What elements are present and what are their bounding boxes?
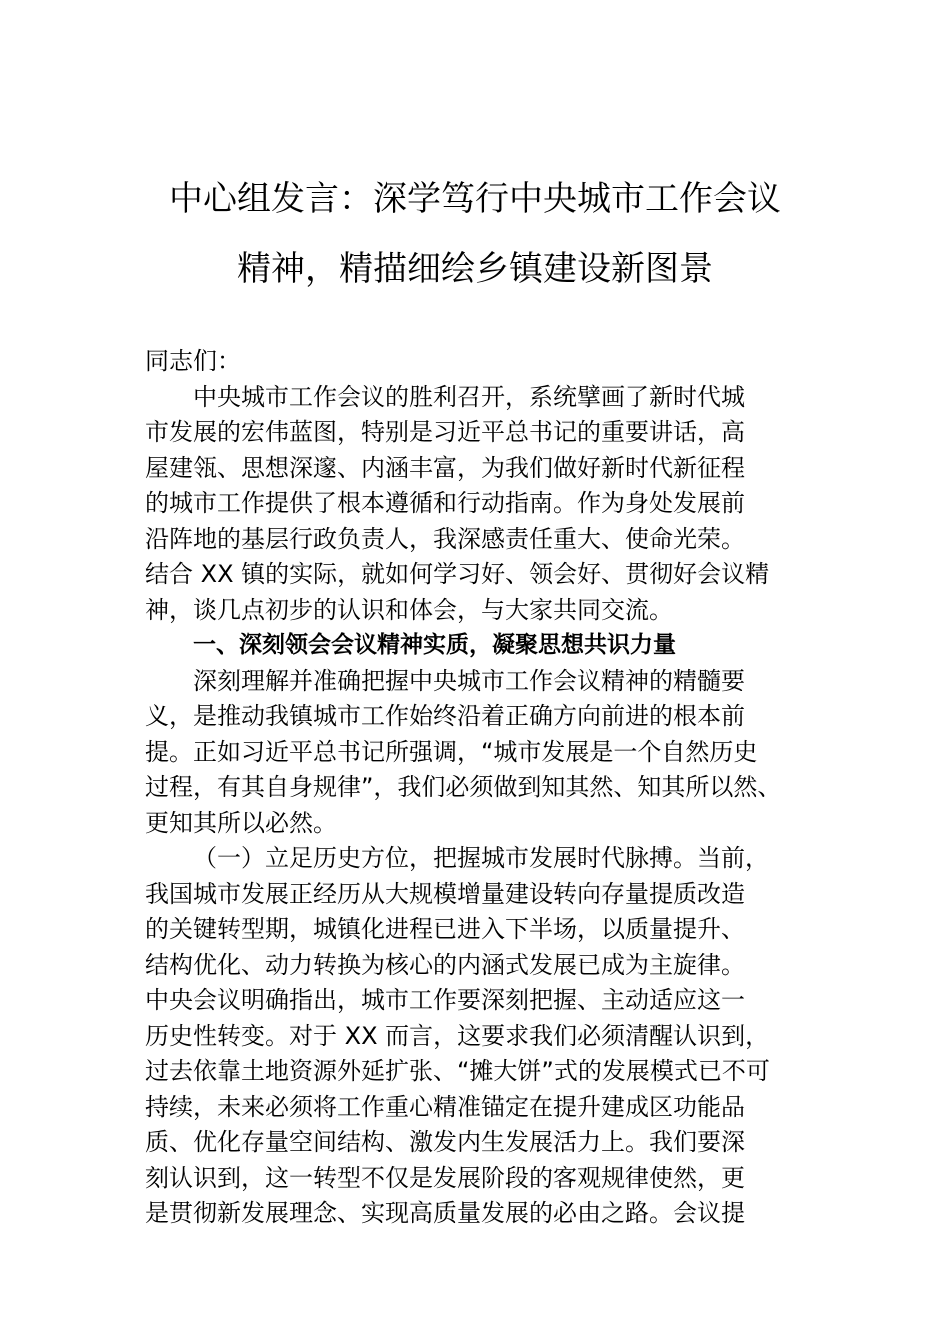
paragraph-line: 我国城市发展正经历从大规模增量建设转向存量提质改造 (145, 879, 745, 908)
paragraph-line: 义，是推动我镇城市工作始终沿着正确方向前进的根本前 (145, 702, 745, 730)
paragraph-line: 沿阵地的基层行政负责人，我深感责任重大、使命光荣。 (145, 524, 745, 553)
subsection-line: （一）立足历史方位，把握城市发展时代脉搏。当前， (193, 844, 769, 872)
section-heading: 一、深刻领会会议精神实质，凝聚思想共识力量 (193, 632, 676, 658)
paragraph-line: 历史性转变。对于 XX 而言，这要求我们必须清醒认识到， (145, 1021, 770, 1050)
paragraph-line: 深刻理解并准确把握中央城市工作会议精神的精髓要 (193, 666, 745, 695)
paragraph-line: 过去依靠土地资源外延扩张、“摊大饼”式的发展模式已不可 (145, 1057, 770, 1085)
paragraph-line: 中央会议明确指出，城市工作要深刻把握、主动适应这一 (145, 986, 745, 1014)
paragraph-line: 中央城市工作会议的胜利召开，系统擘画了新时代城 (193, 382, 745, 411)
paragraph-line: 是贯彻新发展理念、实现高质量发展的必由之路。会议提 (145, 1199, 745, 1227)
paragraph-line: 屋建瓴、思想深邃、内涵丰富，为我们做好新时代新征程 (145, 453, 745, 482)
paragraph-line: 过程，有其自身规律”，我们必须做到知其然、知其所以然、 (145, 773, 782, 801)
paragraph-line: 刻认识到，这一转型不仅是发展阶段的客观规律使然，更 (145, 1163, 745, 1192)
paragraph-line: 结合 XX 镇的实际，就如何学习好、领会好、贯彻好会议精 (145, 560, 770, 588)
paragraph-line: 结构优化、动力转换为核心的内涵式发展已成为主旋律。 (145, 950, 745, 979)
paragraph-line: 质、优化存量空间结构、激发内生发展活力上。我们要深 (145, 1128, 745, 1156)
document-body (145, 344, 835, 1232)
paragraph-line: 的关键转型期，城镇化进程已进入下半场，以质量提升、 (145, 915, 745, 943)
document-title-line-1: 中心组发言：深学笃行中央城市工作会议 (169, 179, 781, 219)
paragraph-line: 的城市工作提供了根本遵循和行动指南。作为身处发展前 (145, 489, 745, 517)
paragraph-line: 神，谈几点初步的认识和体会，与大家共同交流。 (145, 595, 673, 624)
paragraph-line: 更知其所以必然。 (145, 808, 337, 837)
salutation: 同志们： (145, 347, 241, 375)
paragraph-line: 持续，未来必须将工作重心精准锚定在提升建成区功能品 (145, 1092, 745, 1121)
paragraph-line: 提。正如习近平总书记所强调，“城市发展是一个自然历史 (145, 737, 758, 766)
paragraph-line: 市发展的宏伟蓝图，特别是习近平总书记的重要讲话，高 (145, 418, 745, 446)
document-title-line-2: 精神，精描细绘乡镇建设新图景 (237, 249, 713, 289)
